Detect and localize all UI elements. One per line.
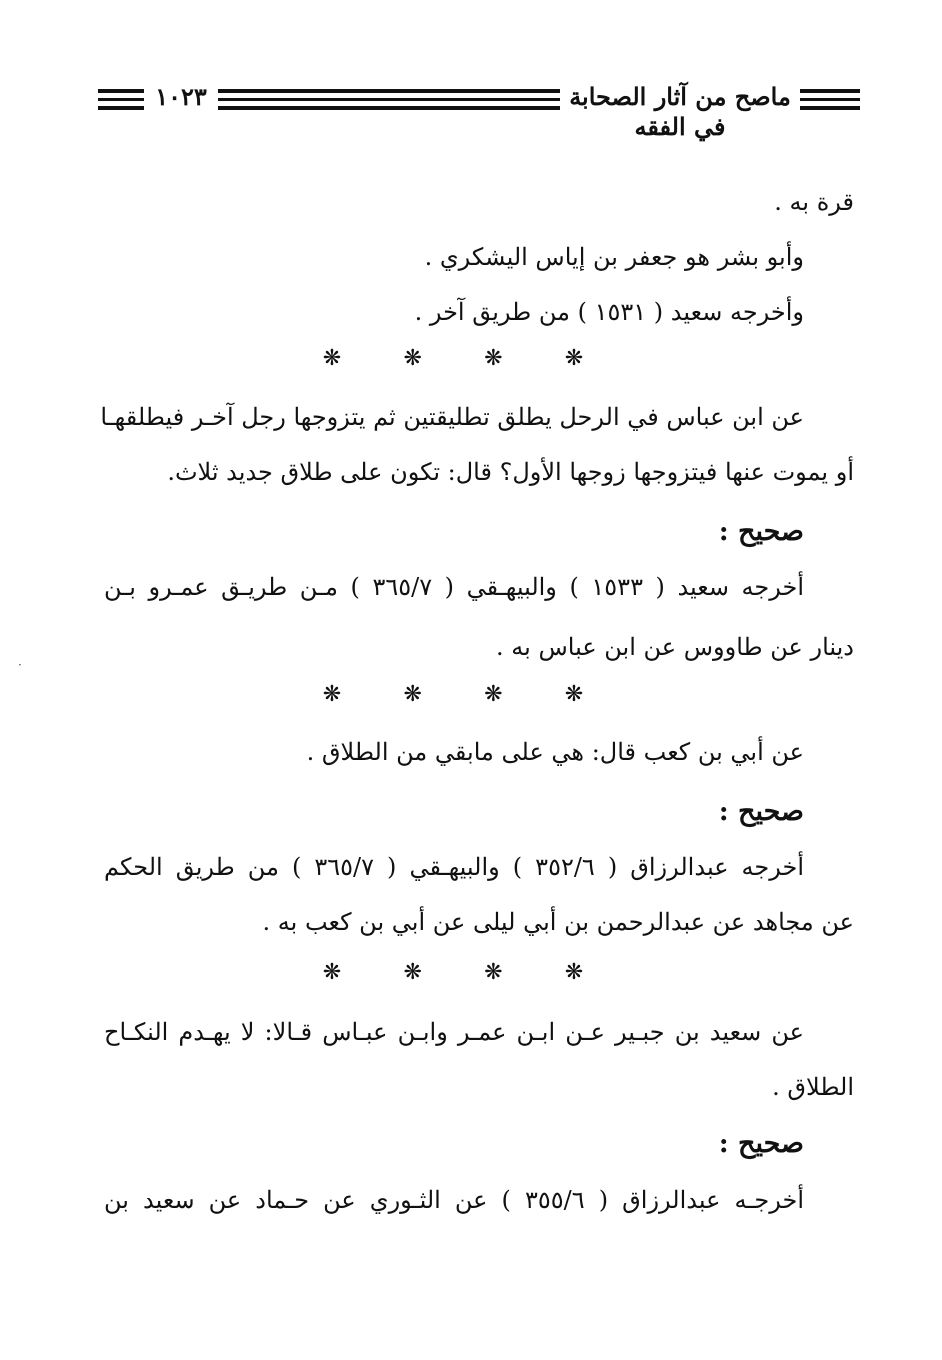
section-divider <box>322 682 584 708</box>
star-ornament-icon: ❋ <box>564 346 584 371</box>
page-header <box>98 82 860 141</box>
star-ornament-icon: ❋ <box>484 682 503 707</box>
section-divider <box>322 346 584 372</box>
text-line: عن مجاهد عن عبدالرحمن بن أبي ليلى عن أبي بن كعب به . <box>262 908 854 936</box>
header-rule-right <box>800 89 860 111</box>
section-divider <box>322 960 584 986</box>
text-line: أخرجه سعيد ( ١٥٣٣ ) والبيهـقي ( ٣٦٥/٧ ) مـن طريـق عمـرو بـن <box>104 573 804 601</box>
star-ornament-icon: ❋ <box>322 960 342 985</box>
scan-edge-mark: · <box>18 658 22 672</box>
star-ornament-icon: ❋ <box>564 960 584 985</box>
text-line: قرة به . <box>774 188 854 216</box>
text-line: أخرجـه عبدالرزاق ( ٣٥٥/٦ ) عن الثـوري عن حـماد عن سعيد بن <box>104 1186 804 1214</box>
page-number: ١٠٢٣ <box>155 82 207 111</box>
text-line: عن سعيد بن جبـير عـن ابـن عمـر وابـن عبـاس قـالا: لا يهـدم النكـاح <box>104 1018 804 1046</box>
header-rule-left <box>98 89 144 111</box>
running-title: ماصح من آثار الصحابة في الفقه <box>569 82 791 141</box>
star-ornament-icon: ❋ <box>403 682 422 707</box>
text-line: وأخرجه سعيد ( ١٥٣١ ) من طريق آخر . <box>414 298 804 326</box>
section-heading: صحيح : <box>718 796 804 827</box>
star-ornament-icon: ❋ <box>484 960 503 985</box>
section-heading: صحيح : <box>718 516 804 547</box>
star-ornament-icon: ❋ <box>403 960 422 985</box>
star-ornament-icon: ❋ <box>322 682 342 707</box>
text-line: وأبو بشر هو جعفر بن إياس اليشكري . <box>424 243 804 271</box>
text-line: عن ابن عباس في الرحل يطلق تطليقتين ثم يتزوجها رجل آخـر فيطلقهـا <box>100 403 804 431</box>
text-line: عن أبي بن كعب قال: هي على مابقي من الطلاق . <box>306 738 804 766</box>
star-ornament-icon: ❋ <box>403 346 422 371</box>
text-line: أخرجه عبدالرزاق ( ٣٥٢/٦ ) والبيهـقي ( ٣٦٥/٧ ) من طريق الحكم <box>104 853 804 881</box>
text-line: الطلاق . <box>772 1073 854 1101</box>
text-line: أو يموت عنها فيتزوجها زوجها الأول؟ قال: تكون على طلاق جديد ثلاث. <box>167 458 854 486</box>
star-ornament-icon: ❋ <box>322 346 342 371</box>
star-ornament-icon: ❋ <box>484 346 503 371</box>
star-ornament-icon: ❋ <box>564 682 584 707</box>
text-line: دينار عن طاووس عن ابن عباس به . <box>496 633 854 661</box>
header-rule-middle <box>218 89 560 111</box>
section-heading: صحيح : <box>718 1128 804 1159</box>
